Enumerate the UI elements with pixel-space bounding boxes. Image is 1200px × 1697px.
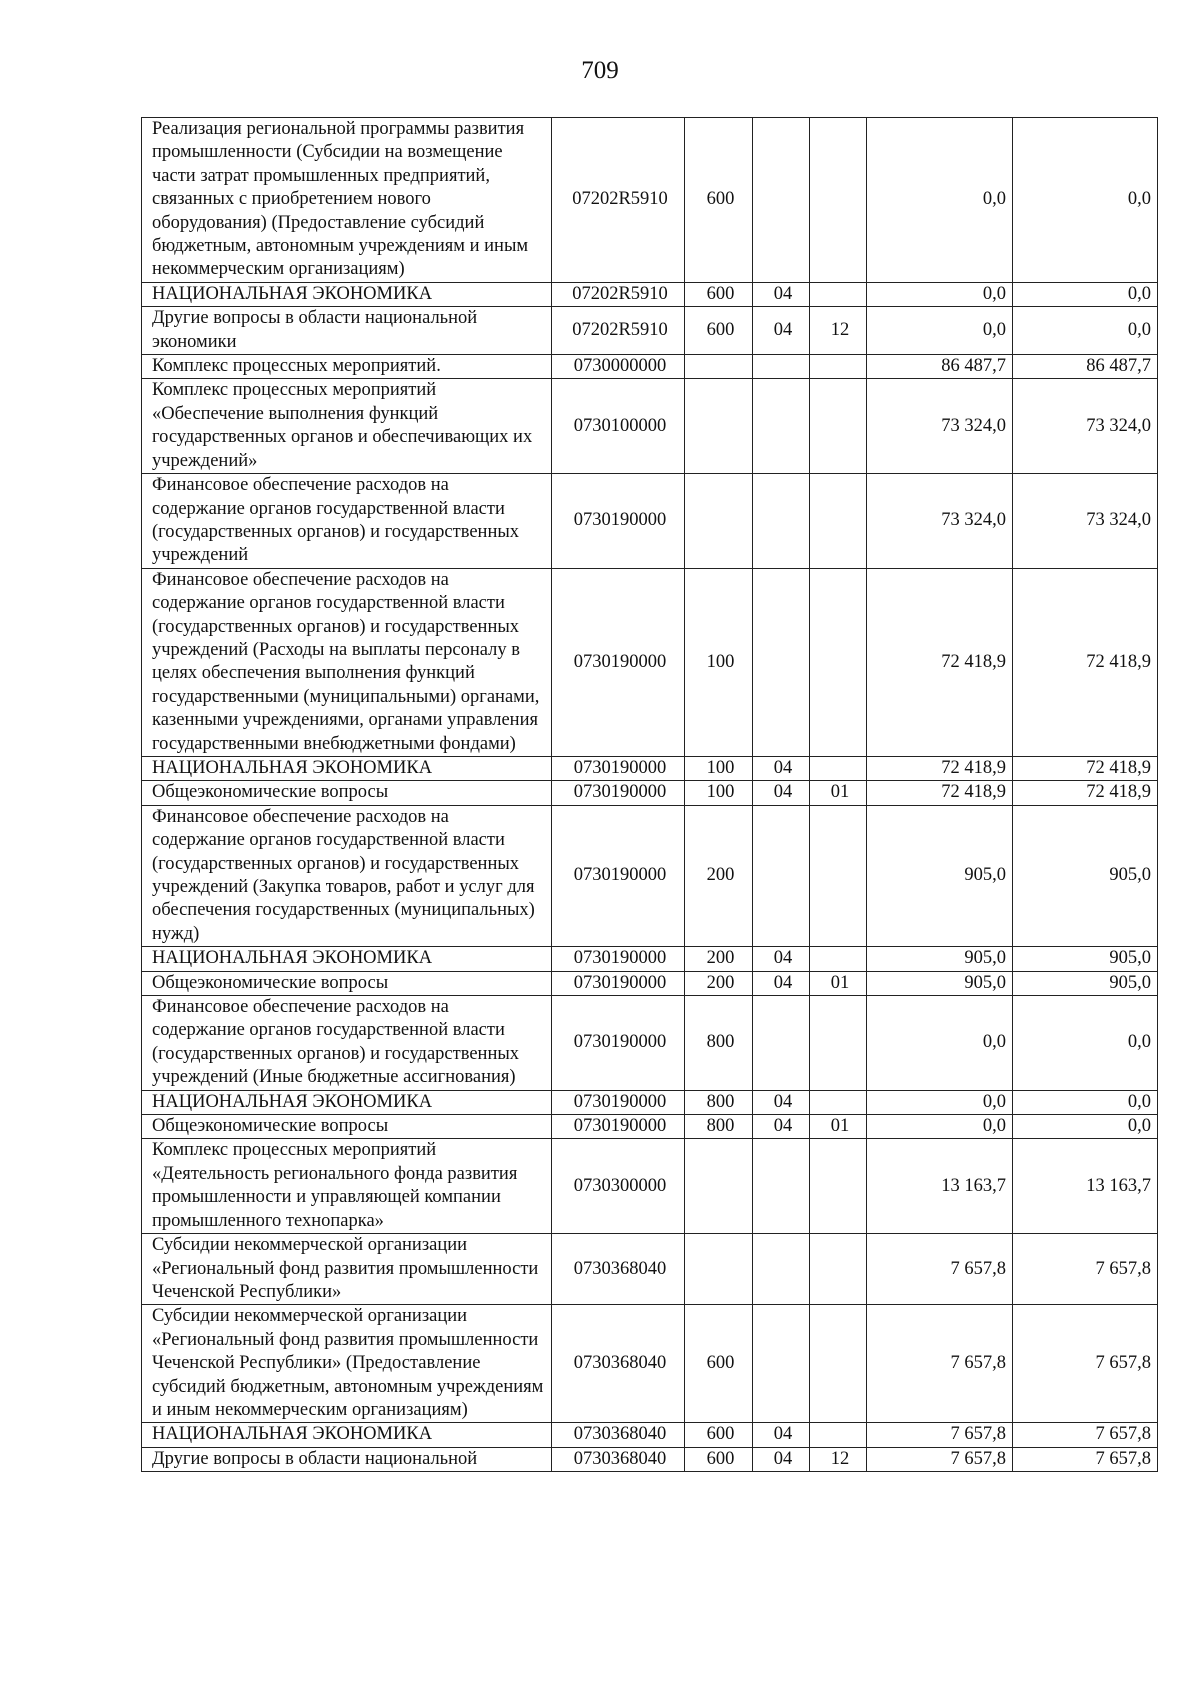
row-expense-type: 200 <box>685 947 753 971</box>
table-row <box>142 781 1158 805</box>
table-row <box>142 1447 1158 1471</box>
row-amount-year-2: 13 163,7 <box>1013 1139 1158 1234</box>
row-amount-year-2: 86 487,7 <box>1013 355 1158 379</box>
row-target-code: 0730190000 <box>552 1115 685 1139</box>
row-name: Субсидии некоммерческой организации «Региональный фонд развития промышленности Чеченской Республики» <box>142 1234 552 1305</box>
row-target-code: 0730368040 <box>552 1423 685 1447</box>
row-target-code: 07202R5910 <box>552 307 685 355</box>
row-name: Субсидии некоммерческой организации «Региональный фонд развития промышленности Чеченской Республики» (Предоставление субсидий бюджетным, автономным учреждениям и иным некоммерческим организациям) <box>142 1305 552 1423</box>
table-row <box>142 379 1158 474</box>
row-section: 04 <box>753 756 810 780</box>
row-name: НАЦИОНАЛЬНАЯ ЭКОНОМИКА <box>142 1090 552 1114</box>
table-row <box>142 805 1158 946</box>
row-amount-year-2: 905,0 <box>1013 805 1158 946</box>
table-row <box>142 947 1158 971</box>
row-target-code: 0730000000 <box>552 355 685 379</box>
row-amount-year-2: 0,0 <box>1013 996 1158 1091</box>
row-expense-type: 800 <box>685 1090 753 1114</box>
row-amount-year-2: 0,0 <box>1013 118 1158 283</box>
row-expense-type <box>685 1234 753 1305</box>
row-subsection <box>810 355 867 379</box>
row-expense-type: 200 <box>685 971 753 995</box>
row-target-code: 0730100000 <box>552 379 685 474</box>
row-expense-type: 800 <box>685 1115 753 1139</box>
table-row <box>142 282 1158 306</box>
row-amount-year-2: 7 657,8 <box>1013 1234 1158 1305</box>
table-row <box>142 355 1158 379</box>
row-subsection <box>810 1090 867 1114</box>
row-target-code: 0730190000 <box>552 971 685 995</box>
row-target-code: 0730368040 <box>552 1234 685 1305</box>
row-name: Комплекс процессных мероприятий. <box>142 355 552 379</box>
row-target-code: 07202R5910 <box>552 118 685 283</box>
row-target-code: 0730190000 <box>552 1090 685 1114</box>
row-target-code: 0730368040 <box>552 1447 685 1471</box>
row-subsection: 12 <box>810 307 867 355</box>
row-target-code: 0730190000 <box>552 756 685 780</box>
row-expense-type: 100 <box>685 568 753 756</box>
row-amount-year-1: 0,0 <box>867 1090 1013 1114</box>
row-amount-year-1: 0,0 <box>867 118 1013 283</box>
row-section: 04 <box>753 781 810 805</box>
row-subsection <box>810 1423 867 1447</box>
table-row <box>142 756 1158 780</box>
row-target-code: 0730300000 <box>552 1139 685 1234</box>
table-row <box>142 307 1158 355</box>
row-name: Финансовое обеспечение расходов на содержание органов государственной власти (государственных органов) и государственных учреждений (Закупка товаров, работ и услуг для обеспечения государственных (муниципальных) нужд) <box>142 805 552 946</box>
row-amount-year-1: 905,0 <box>867 947 1013 971</box>
row-section <box>753 568 810 756</box>
table-row <box>142 118 1158 283</box>
row-name: Финансовое обеспечение расходов на содержание органов государственной власти (государственных органов) и государственных учреждений (Расходы на выплаты персоналу в целях обеспечения выполнения функций государственными (муниципальными) органами, казенными учреждениями, органами управления государственными внебюджетными фондами) <box>142 568 552 756</box>
row-target-code: 07202R5910 <box>552 282 685 306</box>
row-amount-year-1: 86 487,7 <box>867 355 1013 379</box>
row-name: Комплекс процессных мероприятий «Деятельность регионального фонда развития промышленности и управляющей компании промышленного технопарка» <box>142 1139 552 1234</box>
row-section <box>753 474 810 569</box>
row-section <box>753 1234 810 1305</box>
table-row <box>142 971 1158 995</box>
row-section <box>753 355 810 379</box>
table-row <box>142 474 1158 569</box>
row-name: Другие вопросы в области национальной <box>142 1447 552 1471</box>
row-name: Реализация региональной программы развития промышленности (Субсидии на возмещение части затрат промышленных предприятий, связанных с приобретением нового оборудования) (Предоставление субсидий бюджетным, автономным учреждениям и иным некоммерческим организациям) <box>142 118 552 283</box>
row-subsection: 01 <box>810 971 867 995</box>
row-section: 04 <box>753 1447 810 1471</box>
row-amount-year-1: 73 324,0 <box>867 474 1013 569</box>
table-row <box>142 1139 1158 1234</box>
row-amount-year-2: 905,0 <box>1013 947 1158 971</box>
row-expense-type <box>685 379 753 474</box>
row-expense-type <box>685 474 753 569</box>
row-amount-year-2: 72 418,9 <box>1013 781 1158 805</box>
row-amount-year-1: 905,0 <box>867 805 1013 946</box>
row-subsection: 01 <box>810 1115 867 1139</box>
row-subsection <box>810 1234 867 1305</box>
row-target-code: 0730190000 <box>552 947 685 971</box>
budget-table <box>141 117 1158 1472</box>
row-amount-year-2: 7 657,8 <box>1013 1423 1158 1447</box>
table-row <box>142 1234 1158 1305</box>
row-section <box>753 996 810 1091</box>
row-amount-year-2: 73 324,0 <box>1013 379 1158 474</box>
row-name: НАЦИОНАЛЬНАЯ ЭКОНОМИКА <box>142 1423 552 1447</box>
row-name: НАЦИОНАЛЬНАЯ ЭКОНОМИКА <box>142 282 552 306</box>
row-name: Финансовое обеспечение расходов на содержание органов государственной власти (государственных органов) и государственных учреждений <box>142 474 552 569</box>
row-name: Другие вопросы в области национальной экономики <box>142 307 552 355</box>
row-subsection <box>810 282 867 306</box>
row-target-code: 0730190000 <box>552 996 685 1091</box>
row-section: 04 <box>753 971 810 995</box>
row-subsection <box>810 568 867 756</box>
row-expense-type: 100 <box>685 756 753 780</box>
row-name: Общеэкономические вопросы <box>142 1115 552 1139</box>
row-amount-year-1: 72 418,9 <box>867 756 1013 780</box>
row-expense-type: 600 <box>685 1447 753 1471</box>
row-expense-type: 800 <box>685 996 753 1091</box>
table-row <box>142 1423 1158 1447</box>
row-expense-type: 600 <box>685 1305 753 1423</box>
row-amount-year-1: 13 163,7 <box>867 1139 1013 1234</box>
row-amount-year-1: 72 418,9 <box>867 568 1013 756</box>
row-amount-year-2: 73 324,0 <box>1013 474 1158 569</box>
row-amount-year-2: 72 418,9 <box>1013 756 1158 780</box>
row-expense-type: 100 <box>685 781 753 805</box>
row-amount-year-2: 7 657,8 <box>1013 1447 1158 1471</box>
row-subsection <box>810 805 867 946</box>
row-amount-year-2: 905,0 <box>1013 971 1158 995</box>
row-subsection <box>810 756 867 780</box>
row-amount-year-2: 0,0 <box>1013 282 1158 306</box>
row-subsection: 01 <box>810 781 867 805</box>
row-section: 04 <box>753 947 810 971</box>
row-amount-year-1: 0,0 <box>867 307 1013 355</box>
row-subsection: 12 <box>810 1447 867 1471</box>
row-subsection <box>810 947 867 971</box>
row-name: НАЦИОНАЛЬНАЯ ЭКОНОМИКА <box>142 756 552 780</box>
row-amount-year-2: 0,0 <box>1013 1090 1158 1114</box>
row-expense-type: 600 <box>685 282 753 306</box>
row-section: 04 <box>753 1423 810 1447</box>
row-expense-type <box>685 355 753 379</box>
row-amount-year-1: 0,0 <box>867 282 1013 306</box>
row-expense-type: 600 <box>685 118 753 283</box>
row-section: 04 <box>753 1115 810 1139</box>
row-target-code: 0730190000 <box>552 805 685 946</box>
table-row <box>142 996 1158 1091</box>
table-row <box>142 1115 1158 1139</box>
row-amount-year-1: 0,0 <box>867 996 1013 1091</box>
row-target-code: 0730190000 <box>552 568 685 756</box>
row-amount-year-1: 72 418,9 <box>867 781 1013 805</box>
row-amount-year-2: 0,0 <box>1013 307 1158 355</box>
row-target-code: 0730190000 <box>552 781 685 805</box>
row-section <box>753 1305 810 1423</box>
page-number: 709 <box>581 57 619 84</box>
row-section <box>753 118 810 283</box>
row-name: Общеэкономические вопросы <box>142 971 552 995</box>
row-subsection <box>810 1305 867 1423</box>
row-target-code: 0730368040 <box>552 1305 685 1423</box>
row-subsection <box>810 996 867 1091</box>
row-amount-year-2: 0,0 <box>1013 1115 1158 1139</box>
row-subsection <box>810 1139 867 1234</box>
row-section: 04 <box>753 307 810 355</box>
row-expense-type: 600 <box>685 307 753 355</box>
row-expense-type: 200 <box>685 805 753 946</box>
table-row <box>142 568 1158 756</box>
row-name: Комплекс процессных мероприятий «Обеспечение выполнения функций государственных органов и обеспечивающих их учреждений» <box>142 379 552 474</box>
row-name: Финансовое обеспечение расходов на содержание органов государственной власти (государственных органов) и государственных учреждений (Иные бюджетные ассигнования) <box>142 996 552 1091</box>
row-amount-year-2: 72 418,9 <box>1013 568 1158 756</box>
row-name: НАЦИОНАЛЬНАЯ ЭКОНОМИКА <box>142 947 552 971</box>
row-amount-year-1: 7 657,8 <box>867 1423 1013 1447</box>
row-expense-type: 600 <box>685 1423 753 1447</box>
row-amount-year-1: 73 324,0 <box>867 379 1013 474</box>
row-section <box>753 805 810 946</box>
row-amount-year-2: 7 657,8 <box>1013 1305 1158 1423</box>
row-amount-year-1: 7 657,8 <box>867 1234 1013 1305</box>
table-row <box>142 1090 1158 1114</box>
row-target-code: 0730190000 <box>552 474 685 569</box>
row-section: 04 <box>753 282 810 306</box>
row-name: Общеэкономические вопросы <box>142 781 552 805</box>
row-amount-year-1: 0,0 <box>867 1115 1013 1139</box>
row-amount-year-1: 905,0 <box>867 971 1013 995</box>
row-amount-year-1: 7 657,8 <box>867 1447 1013 1471</box>
row-amount-year-1: 7 657,8 <box>867 1305 1013 1423</box>
row-subsection <box>810 379 867 474</box>
table-row <box>142 1305 1158 1423</box>
row-section <box>753 379 810 474</box>
row-section: 04 <box>753 1090 810 1114</box>
row-subsection <box>810 474 867 569</box>
row-section <box>753 1139 810 1234</box>
row-expense-type <box>685 1139 753 1234</box>
row-subsection <box>810 118 867 283</box>
